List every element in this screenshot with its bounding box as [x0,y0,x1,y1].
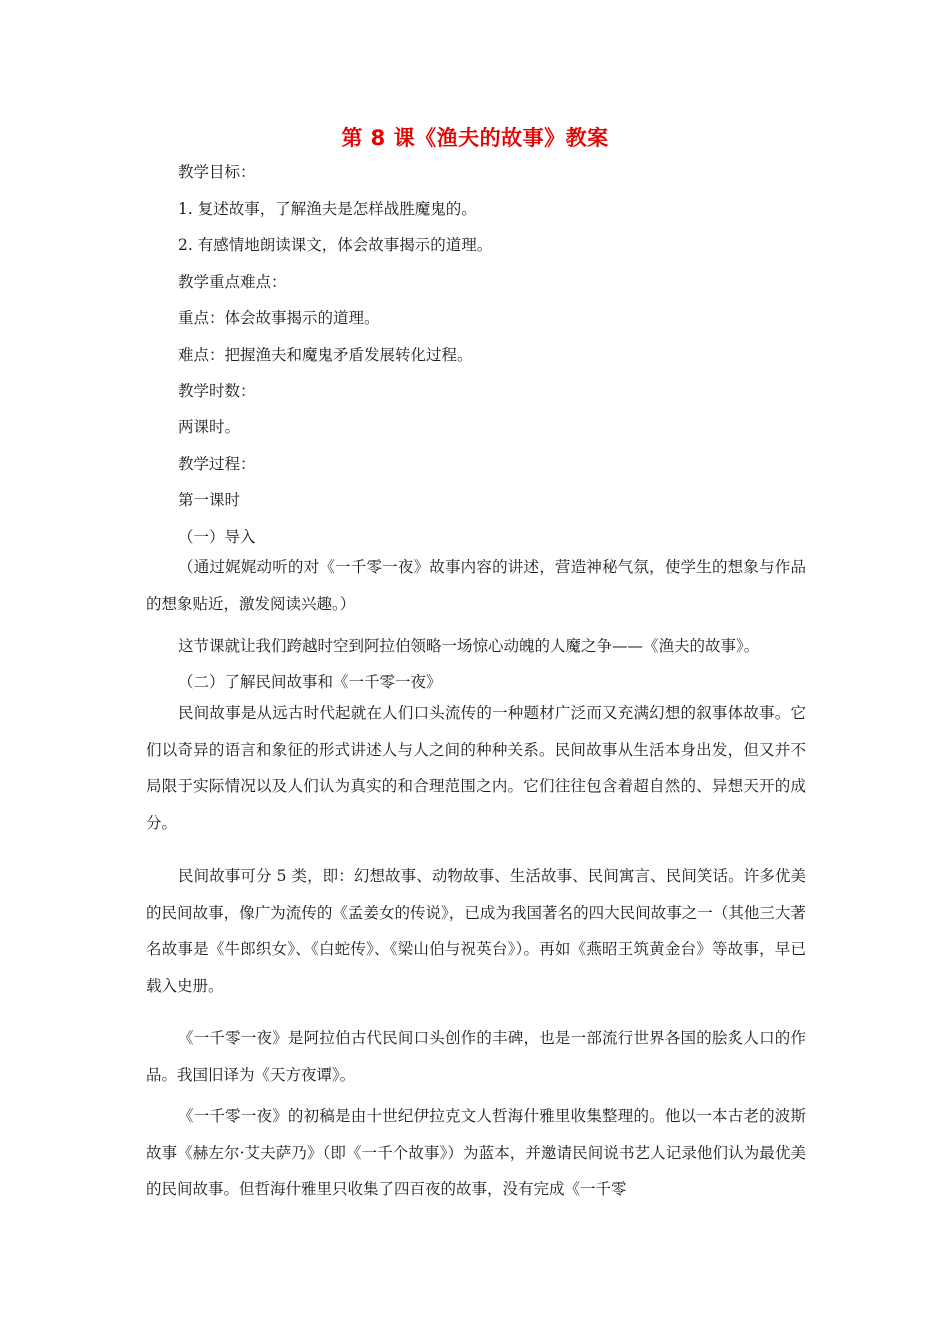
objective-item-1: 1. 复述故事，了解渔夫是怎样战胜魔鬼的。 [178,200,477,218]
process-heading: 教学过程： [178,455,256,473]
key-points-heading: 教学重点难点： [178,273,287,291]
folk-tale-definition-paragraph: 民间故事是从远古时代起就在人们口头流传的一种题材广泛而又充满幻想的叙事体故事。它们以奇异的语言和象征的形式讲述人与人之间的种种关系。民间故事从生活本身出发，但又并不局限于实际情况以及人们认为真实的和合理范围之内。它们往往包含着超自然的、异想天开的成分。 [146,704,806,832]
hours-value: 两课时。 [178,418,241,436]
objectives-heading: 教学目标： [178,163,256,181]
intro-statement: 这节课就让我们跨越时空到阿拉伯领略一场惊心动魄的人魔之争——《渔夫的故事》。 [178,637,760,655]
hours-heading: 教学时数： [178,382,256,400]
difficulty-point: 难点：把握渔夫和魔鬼矛盾发展转化过程。 [178,346,473,364]
arabian-nights-origin-paragraph: 《一千零一夜》的初稿是由十世纪伊拉克文人哲海什雅里收集整理的。他以一本古老的波斯故事《赫左尔·艾夫萨乃》（即《一千个故事》）为蓝本，并邀请民间说书艺人记录他们认为最优美的民间故事。但哲海什雅里只收集了四百夜的故事，没有完成《一千零 [146,1107,806,1199]
folk-tale-types-paragraph: 民间故事可分 5 类，即：幻想故事、动物故事、生活故事、民间寓言、民间笑话。许多优美的民间故事，像广为流传的《孟姜女的传说》，已成为我国著名的四大民间故事之一（其他三大著名故事是《牛郎织女》、《白蛇传》、《梁山伯与祝英台》）。再如《燕昭王筑黄金台》等故事，早已载入史册。 [146,867,806,995]
key-point: 重点：体会故事揭示的道理。 [178,309,380,327]
section-heading-folk-tales: （二）了解民间故事和《一千零一夜》 [178,673,442,691]
arabian-nights-intro-paragraph: 《一千零一夜》是阿拉伯古代民间口头创作的丰碑，也是一部流行世界各国的脍炙人口的作品。我国旧译为《天方夜谭》。 [146,1029,806,1084]
section-heading-intro: （一）导入 [178,528,256,546]
first-lesson-heading: 第一课时 [178,491,241,509]
document-title: 第 8 课《渔夫的故事》教案 [341,126,609,150]
intro-note-paragraph: （通过娓娓动听的对《一千零一夜》故事内容的讲述，营造神秘气氛，使学生的想象与作品的想象贴近，激发阅读兴趣。） [146,558,806,613]
objective-item-2: 2. 有感情地朗读课文，体会故事揭示的道理。 [178,236,493,254]
